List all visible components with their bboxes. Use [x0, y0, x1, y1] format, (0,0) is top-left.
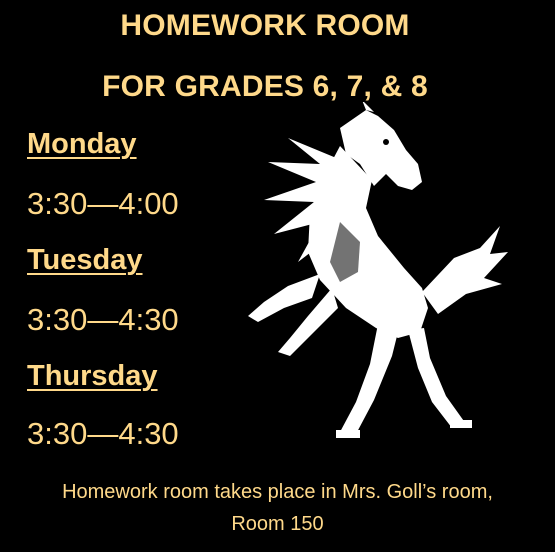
time-thursday: 3:30—4:30	[27, 416, 179, 451]
title-line-2: FOR GRADES 6, 7, & 8	[102, 70, 428, 103]
title-line-1: HOMEWORK ROOM	[120, 9, 410, 42]
location-note-line-2: Room 150	[231, 513, 324, 535]
day-monday: Monday	[27, 128, 137, 160]
time-tuesday: 3:30—4:30	[27, 302, 179, 337]
day-thursday: Thursday	[27, 360, 158, 392]
day-tuesday: Tuesday	[27, 244, 143, 276]
time-monday: 3:30—4:00	[27, 186, 179, 221]
mustang-mascot-icon	[228, 102, 510, 447]
location-note-line-1: Homework room takes place in Mrs. Goll’s room,	[62, 481, 493, 503]
